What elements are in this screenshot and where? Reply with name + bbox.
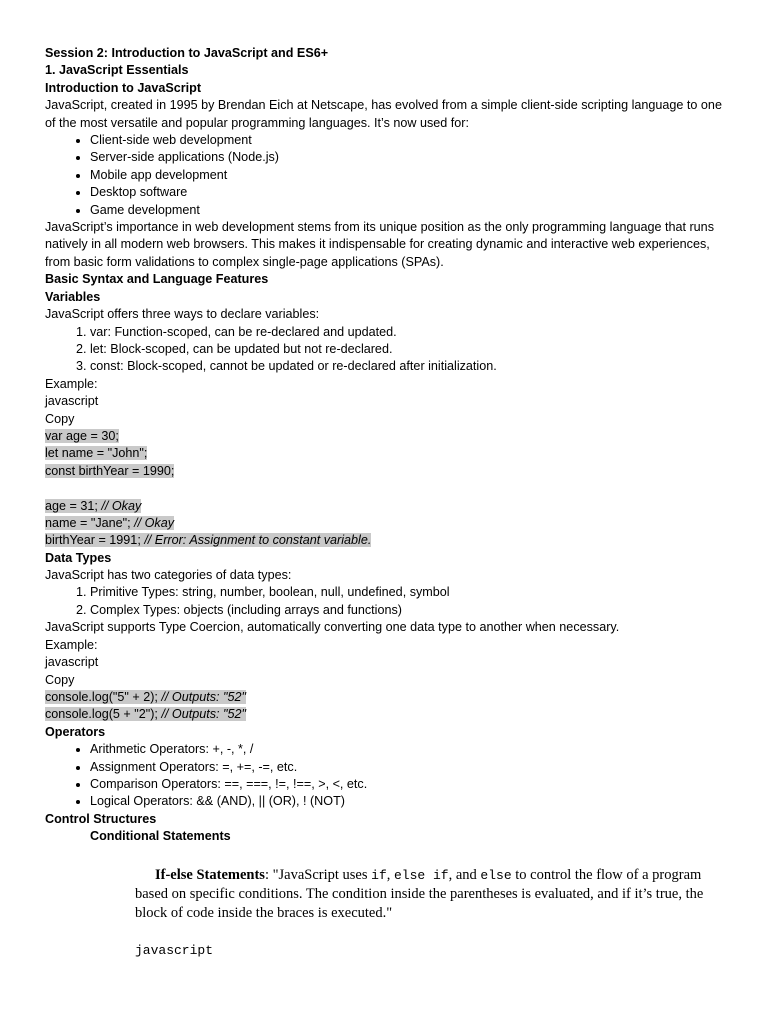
code-line: console.log("5" + 2); // Outputs: "52" [45,689,246,704]
code-comment: // Outputs: "52" [161,707,246,722]
conditional-statements-heading: Conditional Statements [90,829,231,844]
list-item: • Server-side applications (Node.js) [90,149,728,166]
section-heading: 1. JavaScript Essentials [45,63,189,78]
code-language-label: javascript [135,943,214,959]
list-item: • Comparison Operators: ==, ===, !=, !==, >, <, etc. [90,776,728,793]
intro-heading: Introduction to JavaScript [45,80,202,95]
basic-syntax-heading: Basic Syntax and Language Features [45,272,269,287]
list-item: 1. var: Function-scoped, can be re-declared and updated. [90,324,728,341]
datatype-kinds-list [45,584,728,619]
inline-code: else if [394,867,449,883]
inline-code: else [480,867,512,883]
code-comment: // Okay [134,515,174,530]
code-language-label: javascript [45,655,99,670]
operators-list [45,741,728,811]
datatypes-heading: Data Types [45,550,112,565]
variables-heading: Variables [45,289,101,304]
code-comment: // Outputs: "52" [161,689,246,704]
variables-intro: JavaScript offers three ways to declare variables: [45,307,320,322]
code-block-coercion [45,689,728,724]
importance-paragraph: JavaScript’s importance in web development stems from its unique position as the only programming language that runs natively in all modern web browsers. This makes it indispensable for creating dynamic and interactive web experiences, from basic form validations to complex single-page applications (SPAs). [45,220,714,269]
example-label: Example: [45,376,98,391]
list-item: • Mobile app development [90,167,728,184]
code-comment: // Error: Assignment to constant variable. [144,533,372,548]
copy-link[interactable]: Copy [45,672,75,687]
ifelse-paragraph: If-else Statements: "JavaScript uses if, else if, and else to control the flow of a program based on specific conditions. The condition inside the parentheses is evaluated, and if it’s true, the block of code inside the braces is executed." [135,866,704,921]
code-block-variables [45,428,728,550]
control-structures-heading: Control Structures [45,811,157,826]
code-line: const birthYear = 1990; [45,463,175,478]
list-item: • Desktop software [90,184,728,201]
intro-paragraph: JavaScript, created in 1995 by Brendan Eich at Netscape, has evolved from a simple client-side scripting language to one of the most versatile and popular programming languages. It’s now used for: [45,98,722,130]
list-item: 2. let: Block-scoped, can be updated but not re-declared. [90,341,728,358]
variable-kinds-list [45,324,728,376]
code-language-label: javascript [45,394,99,409]
code-comment: // Okay [101,498,142,513]
code-line: let name = "John"; [45,446,148,461]
document-title: Session 2: Introduction to JavaScript and ES6+ [45,46,329,60]
list-item: • Game development [90,202,728,219]
list-item: • Assignment Operators: =, +=, -=, etc. [90,759,728,776]
ifelse-label: If-else Statements [155,866,265,883]
list-item: • Arithmetic Operators: +, -, *, / [90,741,728,758]
list-item: 1. Primitive Types: string, number, boolean, null, undefined, symbol [90,584,728,601]
code-line: console.log(5 + "2"); // Outputs: "52" [45,707,246,722]
example-label: Example: [45,637,98,652]
code-line: age = 31; // Okay [45,498,142,513]
operators-heading: Operators [45,724,106,739]
datatypes-intro: JavaScript has two categories of data types: [45,568,292,583]
inline-code: if [371,867,387,883]
coercion-paragraph: JavaScript supports Type Coercion, automatically converting one data type to another when necessary. [45,620,620,635]
code-line: var age = 30; [45,428,119,443]
list-item: 3. const: Block-scoped, cannot be updated or re-declared after initialization. [90,358,728,375]
copy-link[interactable]: Copy [45,411,75,426]
code-line: name = "Jane"; // Okay [45,515,174,530]
list-item: 2. Complex Types: objects (including arrays and functions) [90,602,728,619]
list-item: • Client-side web development [90,132,728,149]
uses-list [45,132,728,219]
code-line: birthYear = 1991; // Error: Assignment to constant variable. [45,533,372,548]
list-item: • Logical Operators: && (AND), || (OR), ! (NOT) [90,793,728,810]
